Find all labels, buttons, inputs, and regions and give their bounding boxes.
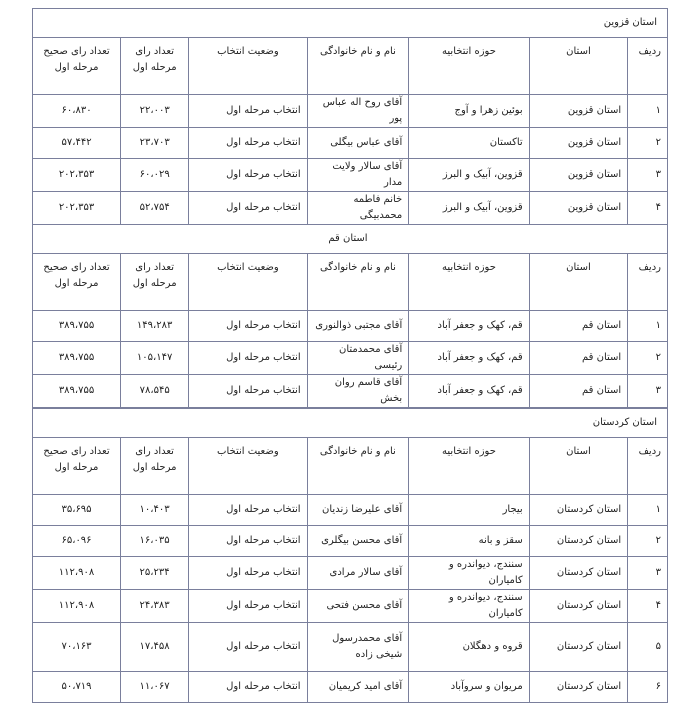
cell-ostan: استان کردستان [529, 526, 627, 557]
cell-sahih: ۳۸۹،۷۵۵ [33, 375, 121, 408]
header-name: نام و نام خانوادگی [307, 438, 409, 495]
header-hoze: حوزه انتخابیه [409, 254, 529, 311]
cell-majmoo: ۷۸،۵۴۵ [121, 375, 189, 408]
table-row [33, 526, 668, 557]
table-row [33, 311, 668, 342]
cell-vaziat: انتخاب مرحله اول [189, 590, 307, 623]
cell-radif: ۲ [628, 128, 668, 159]
cell-name: آقای محسن فتحی [307, 590, 409, 623]
cell-hoze: سنندج، دیواندره و کامیاران [409, 590, 530, 623]
cell-vaziat: انتخاب مرحله اول [189, 526, 307, 557]
cell-radif: ۱ [628, 95, 668, 128]
cell-name: آقای روح اله عباس پور [307, 95, 409, 128]
cell-ostan: استان کردستان [529, 623, 627, 672]
table-row [33, 128, 668, 159]
cell-hoze: سنندج، دیواندره و کامیاران [409, 557, 530, 590]
section-title: استان کردستان [33, 409, 668, 438]
cell-sahih: ۳۵،۶۹۵ [33, 495, 121, 526]
header-hoze: حوزه انتخابیه [409, 38, 529, 95]
header-sahih: تعداد رای صحیح مرحله اول [33, 38, 121, 95]
cell-name: آقای محمدمتان رئیسی [307, 342, 409, 375]
header-radif: ردیف [628, 254, 668, 311]
cell-vaziat: انتخاب مرحله اول [189, 623, 307, 672]
cell-ostan: استان قزوین [529, 95, 627, 128]
table-row [33, 495, 668, 526]
cell-hoze: بوئین زهرا و آوج [409, 95, 529, 128]
cell-hoze: سقز و بانه [409, 526, 530, 557]
cell-name: آقای مجتبی ذوالنوری [307, 311, 409, 342]
table-row [33, 623, 668, 672]
cell-majmoo: ۲۲،۰۰۳ [121, 95, 189, 128]
header-hoze: حوزه انتخابیه [409, 438, 530, 495]
cell-sahih: ۵۰،۷۱۹ [33, 672, 121, 703]
cell-vaziat: انتخاب مرحله اول [189, 192, 307, 225]
cell-name: آقای علیرضا زندیان [307, 495, 409, 526]
cell-sahih: ۶۵،۰۹۶ [33, 526, 121, 557]
cell-name: آقای محسن بیگلری [307, 526, 409, 557]
results-table-qom [32, 224, 668, 408]
cell-radif: ۲ [628, 526, 668, 557]
cell-sahih: ۶۰،۸۳۰ [33, 95, 121, 128]
cell-ostan: استان قزوین [529, 159, 627, 192]
cell-ostan: استان قم [529, 375, 627, 408]
cell-radif: ۳ [628, 159, 668, 192]
cell-vaziat: انتخاب مرحله اول [189, 159, 307, 192]
section-title: استان قزوین [33, 9, 668, 38]
cell-sahih: ۳۸۹،۷۵۵ [33, 342, 121, 375]
cell-vaziat: انتخاب مرحله اول [189, 495, 307, 526]
cell-hoze: قزوین، آبیک و البرز [409, 192, 529, 225]
header-vaziat: وضعیت انتخاب [189, 438, 307, 495]
cell-ostan: استان قزوین [529, 128, 627, 159]
header-vaziat: وضعیت انتخاب [189, 38, 307, 95]
cell-sahih: ۲۰۲،۳۵۳ [33, 192, 121, 225]
table-header-row [33, 438, 668, 495]
cell-radif: ۱ [628, 311, 668, 342]
section-qazvin [32, 8, 668, 225]
header-radif: ردیف [628, 38, 668, 95]
cell-sahih: ۱۱۲،۹۰۸ [33, 557, 121, 590]
header-majmoo: تعداد رای مرحله اول [121, 438, 189, 495]
header-vaziat: وضعیت انتخاب [189, 254, 307, 311]
cell-majmoo: ۱۰،۴۰۳ [121, 495, 189, 526]
table-row [33, 672, 668, 703]
cell-ostan: استان کردستان [529, 672, 627, 703]
cell-hoze: بیجار [409, 495, 530, 526]
cell-hoze: قزوین، آبیک و البرز [409, 159, 529, 192]
cell-radif: ۲ [628, 342, 668, 375]
cell-name: آقای سالار ولایت مدار [307, 159, 409, 192]
table-row [33, 192, 668, 225]
cell-radif: ۱ [628, 495, 668, 526]
cell-ostan: استان کردستان [529, 495, 627, 526]
table-row [33, 159, 668, 192]
cell-majmoo: ۵۲،۷۵۴ [121, 192, 189, 225]
cell-vaziat: انتخاب مرحله اول [189, 557, 307, 590]
cell-sahih: ۳۸۹،۷۵۵ [33, 311, 121, 342]
header-majmoo: تعداد رای مرحله اول [121, 254, 189, 311]
results-table-qazvin [32, 8, 668, 225]
cell-majmoo: ۱۷،۴۵۸ [121, 623, 189, 672]
cell-radif: ۳ [628, 375, 668, 408]
cell-vaziat: انتخاب مرحله اول [189, 95, 307, 128]
cell-hoze: قم، کهک و جعفر آباد [409, 311, 529, 342]
cell-ostan: استان کردستان [529, 590, 627, 623]
table-row [33, 590, 668, 623]
cell-vaziat: انتخاب مرحله اول [189, 128, 307, 159]
cell-hoze: قروه و دهگلان [409, 623, 530, 672]
cell-sahih: ۷۰،۱۶۳ [33, 623, 121, 672]
cell-majmoo: ۲۴،۳۸۳ [121, 590, 189, 623]
cell-vaziat: انتخاب مرحله اول [189, 375, 307, 408]
cell-vaziat: انتخاب مرحله اول [189, 342, 307, 375]
section-qom [32, 224, 668, 408]
table-row [33, 375, 668, 408]
section-title: استان قم [33, 225, 668, 254]
header-radif: ردیف [628, 438, 668, 495]
cell-name: آقای سالار مرادی [307, 557, 409, 590]
header-sahih: تعداد رای صحیح مرحله اول [33, 254, 121, 311]
header-name: نام و نام خانوادگی [307, 254, 409, 311]
cell-radif: ۳ [628, 557, 668, 590]
header-ostan: استان [529, 254, 627, 311]
cell-sahih: ۵۷،۴۴۲ [33, 128, 121, 159]
results-table-kordestan [32, 408, 668, 703]
cell-majmoo: ۶۰،۰۲۹ [121, 159, 189, 192]
cell-name: آقای امید کریمیان [307, 672, 409, 703]
cell-hoze: تاکستان [409, 128, 529, 159]
header-name: نام و نام خانوادگی [307, 38, 409, 95]
header-sahih: تعداد رای صحیح مرحله اول [33, 438, 121, 495]
cell-sahih: ۲۰۲،۳۵۳ [33, 159, 121, 192]
cell-name: آقای قاسم روان بخش [307, 375, 409, 408]
cell-vaziat: انتخاب مرحله اول [189, 672, 307, 703]
table-row [33, 342, 668, 375]
table-row [33, 557, 668, 590]
cell-radif: ۴ [628, 590, 668, 623]
cell-majmoo: ۱۰۵،۱۴۷ [121, 342, 189, 375]
cell-hoze: قم، کهک و جعفر آباد [409, 342, 529, 375]
cell-majmoo: ۲۳،۷۰۳ [121, 128, 189, 159]
cell-ostan: استان قم [529, 342, 627, 375]
cell-radif: ۵ [628, 623, 668, 672]
cell-vaziat: انتخاب مرحله اول [189, 311, 307, 342]
header-ostan: استان [529, 438, 627, 495]
cell-hoze: مریوان و سروآباد [409, 672, 530, 703]
cell-majmoo: ۱۴۹،۲۸۳ [121, 311, 189, 342]
cell-majmoo: ۱۶،۰۳۵ [121, 526, 189, 557]
cell-radif: ۶ [628, 672, 668, 703]
cell-majmoo: ۲۵،۲۳۴ [121, 557, 189, 590]
cell-majmoo: ۱۱،۰۶۷ [121, 672, 189, 703]
cell-ostan: استان کردستان [529, 557, 627, 590]
cell-name: آقای عباس بیگلی [307, 128, 409, 159]
table-row [33, 95, 668, 128]
cell-name: خانم فاطمه محمدبیگی [307, 192, 409, 225]
header-majmoo: تعداد رای مرحله اول [121, 38, 189, 95]
table-header-row [33, 254, 668, 311]
cell-ostan: استان قزوین [529, 192, 627, 225]
cell-radif: ۴ [628, 192, 668, 225]
cell-hoze: قم، کهک و جعفر آباد [409, 375, 529, 408]
section-kordestan [32, 408, 668, 703]
cell-ostan: استان قم [529, 311, 627, 342]
cell-sahih: ۱۱۲،۹۰۸ [33, 590, 121, 623]
header-ostan: استان [529, 38, 627, 95]
cell-name: آقای محمدرسول شیخی زاده [307, 623, 409, 672]
table-header-row [33, 38, 668, 95]
